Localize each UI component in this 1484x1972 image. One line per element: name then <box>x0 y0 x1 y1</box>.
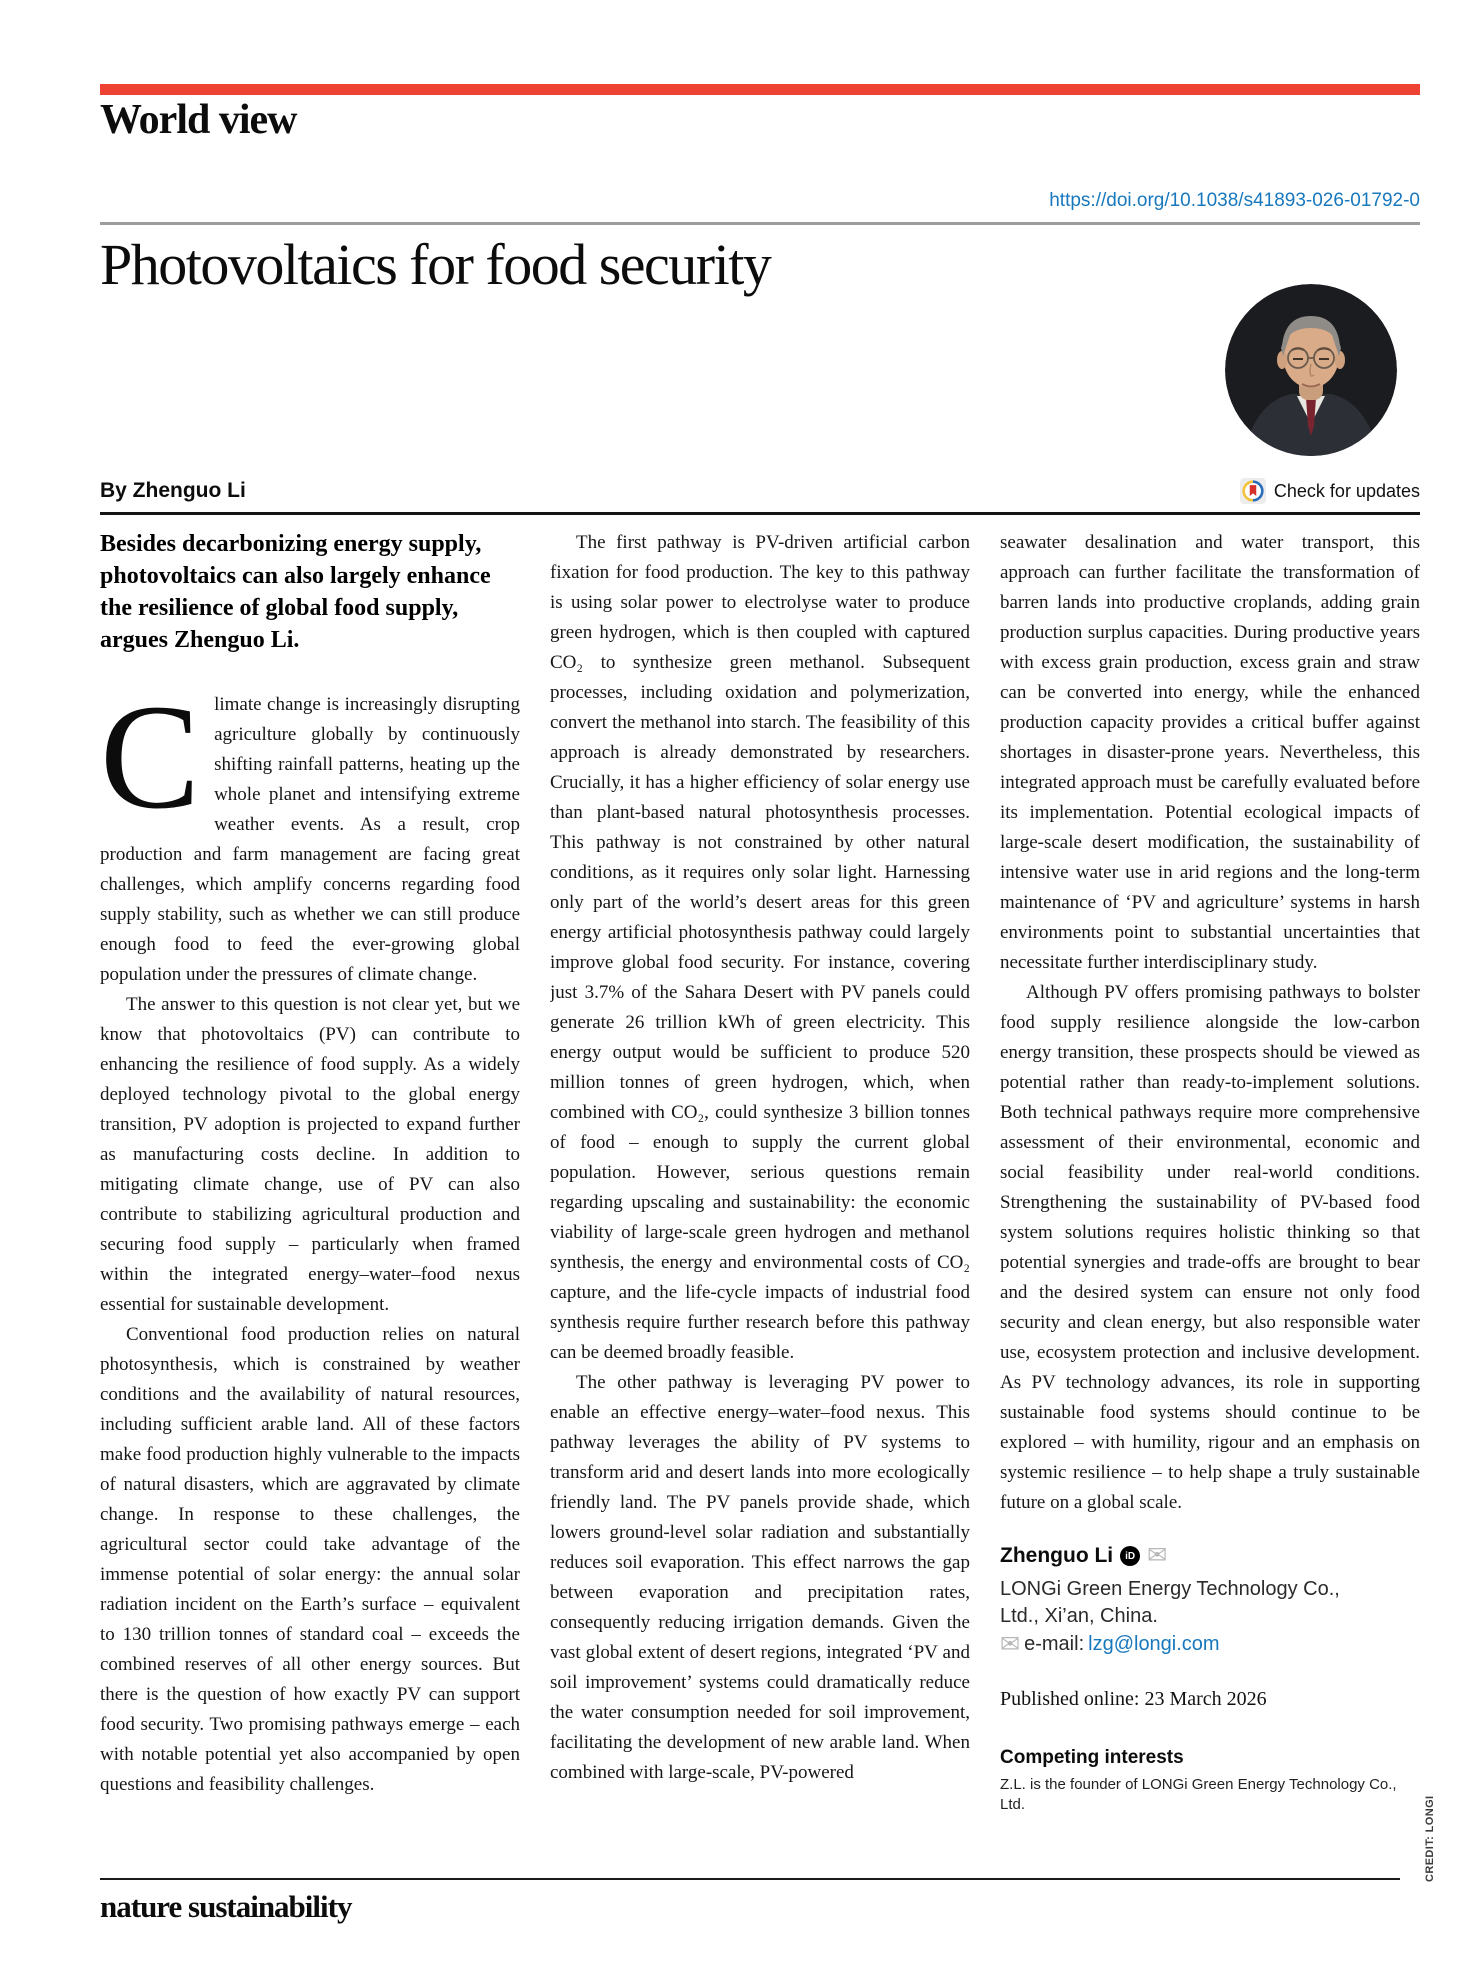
paragraph <box>100 674 520 990</box>
article-title: Photovoltaics for food security <box>100 232 771 297</box>
email-row <box>1000 1630 1420 1658</box>
competing-interests-heading: Competing interests <box>1000 1747 1184 1768</box>
section-accent-bar <box>100 84 1420 95</box>
competing-interests-text: Z.L. is the founder of LONGi Green Energy Technology Co., Ltd. <box>1000 1776 1397 1813</box>
photo-credit: CREDIT: LONGI <box>1424 1795 1436 1882</box>
orcid-icon[interactable]: iD <box>1120 1546 1140 1566</box>
paragraph: seawater desalination and water transport, this approach can further facilitate the transformation of barren lands into productive croplands, adding grain production surplus capacities. During productive years with excess grain production, excess grain and straw can be converted into energy, while the enhanced production capacity provides a critical buffer against shortages in disaster-prone years. Nevertheless, this integrated approach must be carefully evaluated before its implementation. Potential ecological impacts of large-scale desert modification, the sustainability of intensive water use in arid regions and the long-term maintenance of ‘PV and agriculture’ systems in harsh environments point to substantial uncertainties that necessitate further interdisciplinary study. <box>1000 532 1420 973</box>
column-2 <box>550 528 970 1878</box>
standfirst: Besides decarbonizing energy supply, photovoltaics can also largely enhance the resilience of global food supply, argues Zhenguo Li. <box>100 531 491 653</box>
header-divider <box>100 222 1420 225</box>
author-name: Zhenguo Li <box>1000 1544 1114 1567</box>
column-1 <box>100 528 520 1878</box>
author-affiliation: LONGi Green Energy Technology Co., Ltd., Xi’an, China. <box>1000 1578 1340 1627</box>
paragraph-text: limate change is increasingly disrupting agriculture globally by continuously shifting rainfall patterns, heating up the whole planet and intensifying extreme weather events. As a result, crop production and farm management are facing great challenges, which amplify concerns regarding food supply stability, such as whether we can still produce enough food to feed the ever-growing global population under the pressures of climate change. <box>100 694 520 985</box>
check-for-updates-label: Check for updates <box>1273 480 1420 501</box>
doi-link[interactable]: https://doi.org/10.1038/s41893-026-01792-0 <box>1049 190 1420 211</box>
check-for-updates-button[interactable] <box>1240 478 1420 504</box>
paragraph: The other pathway is leveraging PV power to enable an effective energy–water–food nexus. This pathway leverages the ability of PV systems to transform arid and desert lands into more ecologically friendly land. The PV panels provide shade, which lowers ground-level solar radiation and substantially reduces soil evaporation. This effect narrows the gap between evaporation and precipitation rates, consequently reducing irrigation demands. Given the vast global extent of desert regions, integrated ‘PV and soil improvement’ systems could dramatically reduce the water consumption needed for soil improvement, facilitating the development of new arable land. When combined with large-scale, PV-powered <box>550 1372 970 1783</box>
footer-divider <box>100 1878 1400 1880</box>
paragraph: Although PV offers promising pathways to bolster food supply resilience alongside the low-carbon energy transition, these prospects should be viewed as potential rather than ready-to-implement solutions. Both technical pathways require more comprehensive assessment of their environmental, economic and social feasibility under real-world conditions. Strengthening the sustainability of PV-based food system solutions requires holistic thinking so that potential synergies and trade-offs are brought to bear and the desired system can ensure not only food security and clean energy, but also responsible water use, ecosystem protection and inclusive development. As PV technology advances, its role in supporting sustainable food systems should continue to be explored – with humility, rigour and an emphasis on systemic resilience – to help shape a truly sustainable future on a global scale. <box>1000 982 1420 1513</box>
drop-cap: C <box>100 674 201 840</box>
journal-logo: nature sustainability <box>100 1889 352 1924</box>
portrait-illustration <box>1225 284 1397 456</box>
author-block <box>1000 1544 1420 1815</box>
paragraph: The first pathway is PV-driven artificial carbon fixation for food production. The key to this pathway is using solar power to electrolyse water to produce green hydrogen, which is then coupled with captured CO₂ to synthesize green methanol. Subsequent processes, including oxidation and polymerization, convert the methanol into starch. The feasibility of this approach is already demonstrated by researchers. Crucially, it has a higher efficiency of solar energy use than plant-based natural photosynthesis processes. This pathway is not constrained by other natural conditions, as it requires only solar light. Harnessing only part of the world’s desert areas for this green energy artificial photosynthesis pathway could largely improve global food security. For instance, covering just 3.7% of the Sahara Desert with PV panels could generate 26 trillion kWh of green electricity. This energy output would be sufficient to produce 520 million tonnes of green hydrogen, which, when combined with CO₂, could synthesize 3 billion tonnes of food – enough to supply the current global population. However, serious questions remain regarding upscaling and sustainability: the economic viability of large-scale green hydrogen and methanol synthesis, the energy and environmental costs of CO₂ capture, and the life-cycle impacts of industrial food synthesis require further research before this pathway can be deemed broadly feasible. <box>550 532 970 1363</box>
author-name-row <box>1000 1544 1420 1568</box>
email-link[interactable]: lzg@longi.com <box>1088 1633 1220 1655</box>
paragraph: The answer to this question is not clear yet, but we know that photovoltaics (PV) can contribute to enhancing the resilience of food supply. As a widely deployed technology pivotal to the global energy transition, PV adoption is projected to expand further as manufacturing costs decline. In addition to mitigating climate change, use of PV can also contribute to stabilizing agricultural production and securing food supply – particularly when framed within the integrated energy–water–food nexus essential for sustainable development. <box>100 994 520 1315</box>
email-label: e-mail: <box>1024 1633 1085 1655</box>
envelope-icon: ✉ <box>1147 1542 1168 1569</box>
byline-divider <box>100 512 1420 515</box>
byline: By Zhenguo Li <box>100 479 246 502</box>
section-kicker: World view <box>100 97 297 143</box>
paragraph: Conventional food production relies on natural photosynthesis, which is constrained by weather conditions and the availability of natural resources, including sufficient arable land. All of these factors make food production highly vulnerable to the impacts of natural disasters, which are aggravated by climate change. In response to these challenges, the agricultural sector could take advantage of the immense potential of solar energy: the annual solar radiation incident on the Earth’s surface – equivalent to 130 trillion tonnes of standard coal – exceeds the combined reserves of all other energy sources. But there is the question of how exactly PV can support food security. Two promising pathways emerge – each with notable potential yet also accompanied by open questions and feasibility challenges. <box>100 1324 520 1795</box>
column-3 <box>1000 528 1420 1815</box>
published-date: Published online: 23 March 2026 <box>1000 1688 1267 1710</box>
crossmark-icon <box>1240 478 1266 504</box>
author-portrait-photo <box>1225 284 1397 456</box>
envelope-icon: ✉ <box>1000 1630 1021 1658</box>
